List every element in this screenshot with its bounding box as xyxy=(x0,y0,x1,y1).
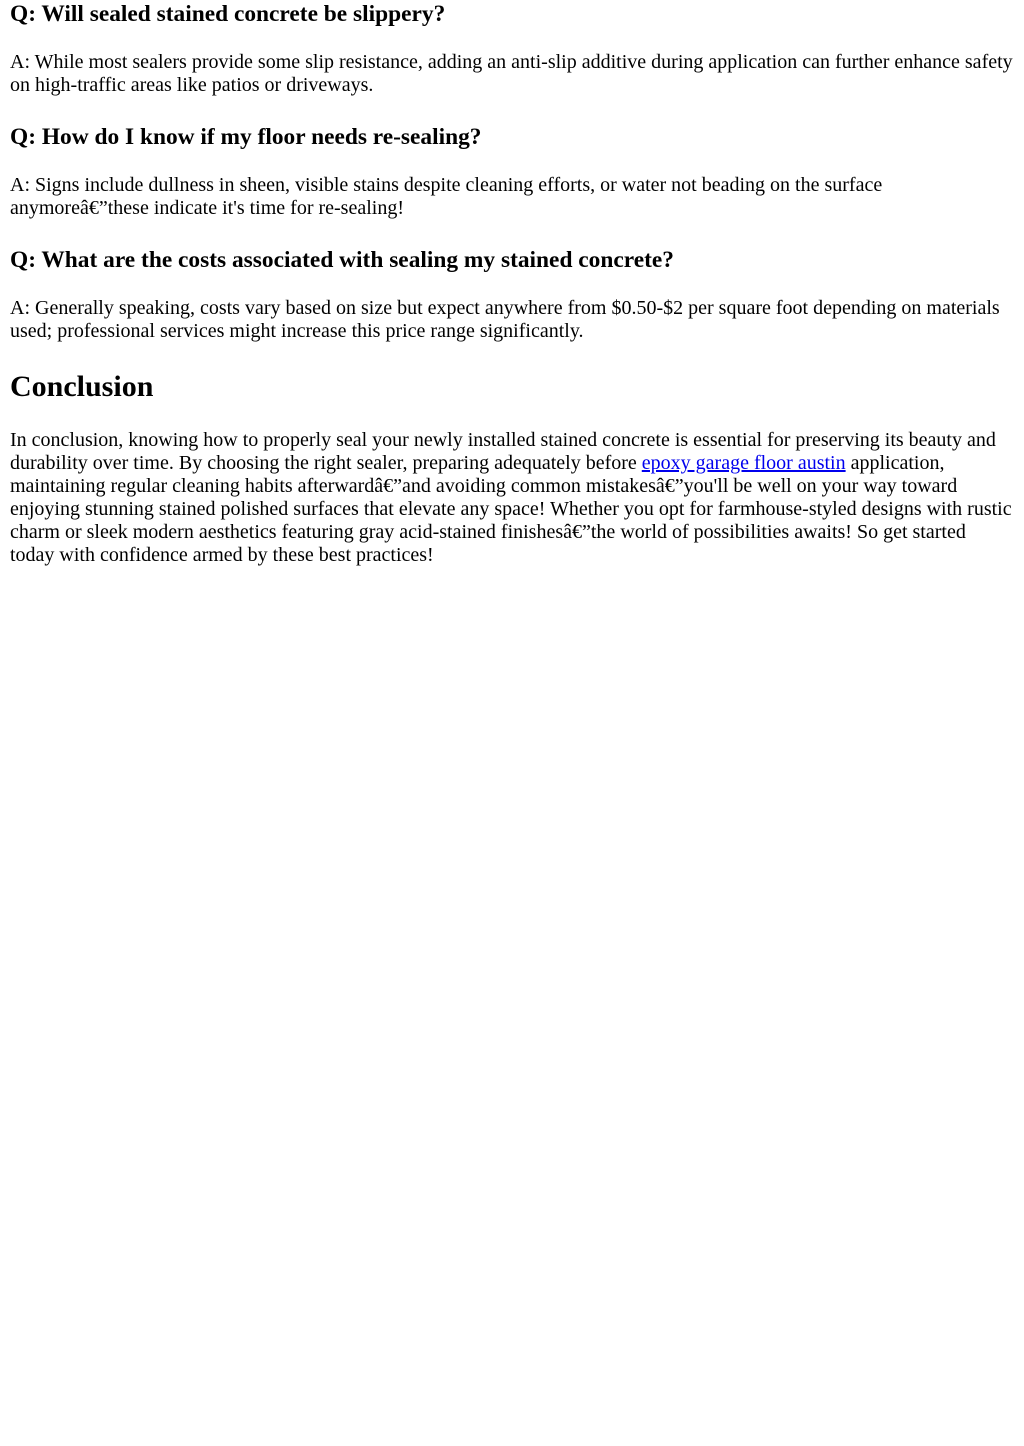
conclusion-text-before-link: In conclusion, knowing how to properly seal your newly installed stained concrete is essential for preserving its beauty and durability over time. By choosing the right sealer, preparing adequately before xyxy=(10,429,996,474)
conclusion-paragraph xyxy=(10,429,1014,567)
faq-answer-costs: A: Generally speaking, costs vary based on size but expect anywhere from $0.50-$2 per square foot depending on materials used; professional services might increase this price range significantly. xyxy=(10,297,1000,342)
article-content xyxy=(0,0,1024,567)
faq-question-costs: Q: What are the costs associated with sealing my stained concrete? xyxy=(10,247,674,273)
faq-question-resealing: Q: How do I know if my floor needs re-sealing? xyxy=(10,124,482,150)
conclusion-heading: Conclusion xyxy=(10,370,154,403)
faq-answer-resealing: A: Signs include dullness in sheen, visible stains despite cleaning efforts, or water not beading on the surface anymoreâ€”these indicate it's time for re-sealing! xyxy=(10,174,883,219)
faq-answer-slippery: A: While most sealers provide some slip resistance, adding an anti-slip additive during application can further enhance safety on high-traffic areas like patios or driveways. xyxy=(10,51,1013,96)
conclusion-text-after-link: application, maintaining regular cleaning habits afterwardâ€”and avoiding common mistakesâ€”you'll be well on your way toward enjoying stunning stained polished surfaces that elevate any space! Whether you opt for farmhouse-styled designs with rustic charm or sleek modern aesthetics featuring gray acid-stained finishesâ€”the world of possibilities awaits! So get started today with confidence armed by these best practices! xyxy=(10,452,1012,566)
faq-question-slippery: Q: Will sealed stained concrete be slippery? xyxy=(10,1,446,27)
epoxy-garage-floor-link[interactable]: epoxy garage floor austin xyxy=(641,452,846,474)
